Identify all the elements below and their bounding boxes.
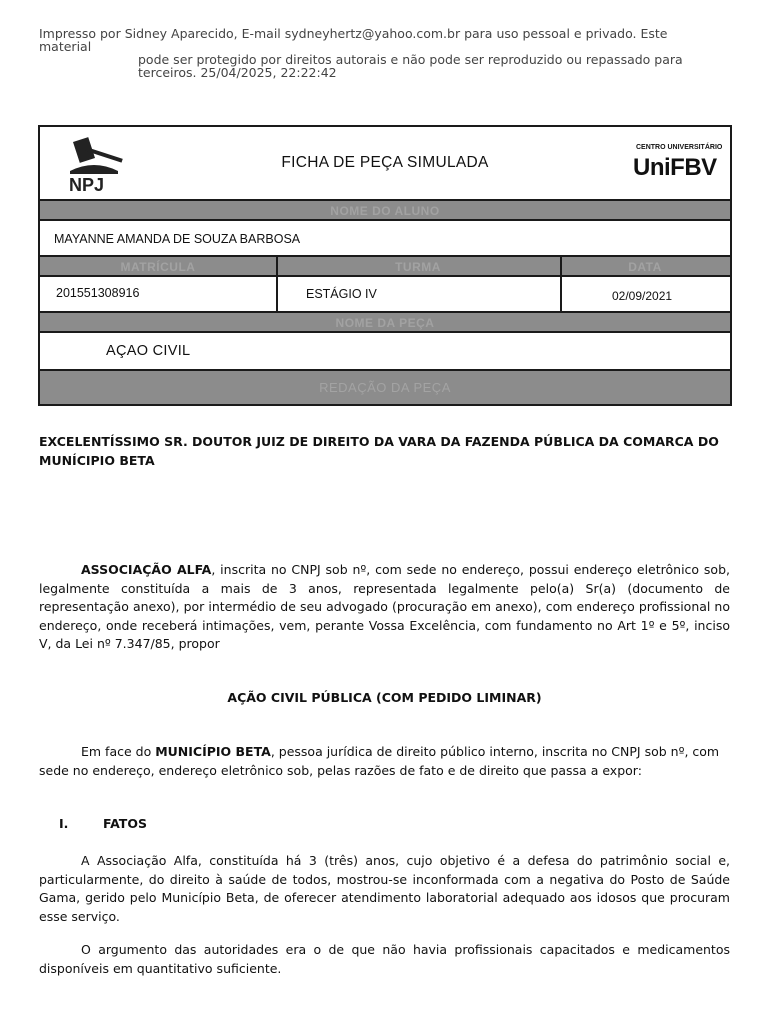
unifbv-logo-small-text: CENTRO UNIVERSITÁRIO [636, 144, 723, 151]
paragraph-defendant [39, 743, 730, 780]
turma-cell [276, 277, 562, 311]
ficha-header [40, 127, 730, 201]
ficha-title: FICHA DE PEÇA SIMULADA [281, 154, 489, 171]
values-row-matricula-turma-data [40, 277, 730, 313]
section-heading-fatos [59, 816, 147, 831]
unifbv-logo [630, 139, 723, 183]
aluno-name-row [40, 221, 730, 257]
paragraph-qualification [39, 561, 730, 654]
label-redacao-peca: REDAÇÃO DA PEÇA [40, 371, 730, 404]
print-watermark [39, 26, 719, 80]
watermark-line-2: pode ser protegido por direitos autorais e não pode ser reproduzido ou repassado para [138, 52, 683, 67]
label-nome-peca: NOME DA PEÇA [40, 313, 730, 333]
watermark-line-1: Impresso por Sidney Aparecido, E-mail sydneyhertz@yahoo.com.br para uso pessoal e privado. Este material [39, 26, 668, 54]
label-turma: TURMA [276, 257, 562, 275]
label-nome-aluno: NOME DO ALUNO [40, 201, 730, 221]
watermark-line-3: terceiros. 25/04/2025, 22:22:42 [138, 65, 337, 80]
section-number: I. [59, 816, 69, 831]
label-data: DATA [628, 260, 662, 274]
data-value: 02/09/2021 [612, 289, 673, 303]
paragraph-qualification-text: , inscrita no CNPJ sob nº, com sede no endereço, possui endereço eletrônico sob, legalmente constituída a mais de 3 anos, representada legalmente pelo(a) Sr(a) (documento de representação anexo), por intermédio de seu advogado (procuração em anexo), com endereço profissional no endereço, onde receberá intimações, vem, perante Vossa Excelência, com fundamento no Art 1º e 5º, inciso V, da Lei nº 7.347/85, propor [39, 562, 730, 651]
matricula-value: 201551308916 [56, 286, 140, 300]
label-row-matricula-turma-data [40, 257, 730, 277]
label-matricula: MATRÍCULA [40, 257, 278, 275]
ficha-table [38, 125, 732, 406]
unifbv-logo-text: UniFBV [633, 154, 717, 181]
section-title: FATOS [103, 816, 147, 831]
data-cell [560, 277, 730, 311]
aluno-name: MAYANNE AMANDA DE SOUZA BARBOSA [54, 232, 301, 246]
paragraph-defendant-prefix: Em face do [81, 744, 156, 759]
npj-logo-text: NPJ [69, 175, 105, 195]
paragraph-defendant-text: , pessoa jurídica de direito público interno, inscrita no CNPJ sob nº, com sede no endereço, endereço eletrônico sob, pelas razões de fato e de direito que passa a expor: [39, 744, 720, 778]
peca-value: AÇAO CIVIL [106, 343, 191, 359]
matricula-cell [40, 277, 278, 311]
plaintiff-name: ASSOCIAÇÃO ALFA [81, 562, 212, 577]
turma-value: ESTÁGIO IV [306, 287, 377, 301]
action-title: AÇÃO CIVIL PÚBLICA (COM PEDIDO LIMINAR) [227, 690, 542, 705]
addressee-heading: EXCELENTÍSSIMO SR. DOUTOR JUIZ DE DIREITO DA VARA DA FAZENDA PÚBLICA DA COMARCA DO MUNÍCIPIO BETA [39, 434, 719, 468]
paragraph-fatos-1: A Associação Alfa, constituída há 3 (três) anos, cujo objetivo é a defesa do patrimônio social e, particularmente, do direito à saúde de todos, mostrou-se inconformada com a negativa do Posto de Saúde Gama, gerido pelo Município Beta, de oferecer atendimento laboratorial adequado aos idosos que procuram esse serviço. [39, 853, 730, 924]
peca-row [40, 333, 730, 371]
paragraph-fatos-2: O argumento das autoridades era o de que não havia profissionais capacitados e medicamentos disponíveis em quantitativo suficiente. [39, 942, 730, 976]
defendant-name: MUNICÍPIO BETA [155, 744, 271, 759]
